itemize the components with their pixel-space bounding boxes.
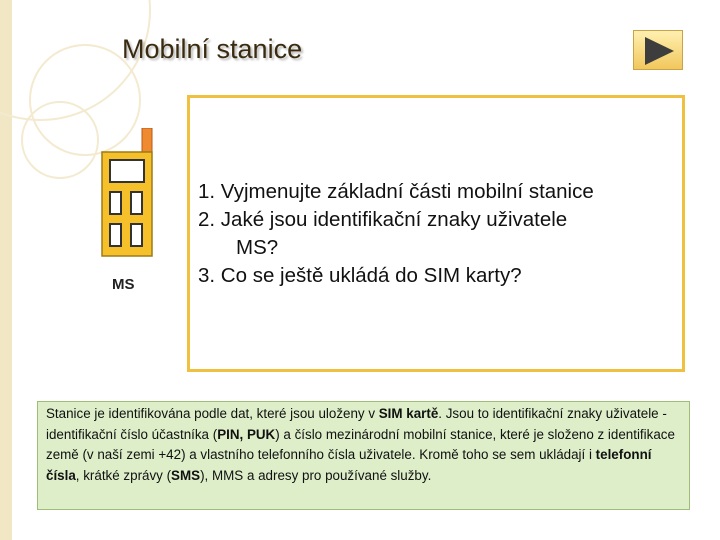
answer-bold-sms: SMS	[171, 467, 201, 483]
mobile-phone-icon	[100, 128, 156, 258]
answer-text-1: Stanice je identifikována podle dat, které jsou uloženy v	[46, 406, 379, 421]
answer-bold-sim: SIM kartě	[378, 406, 439, 421]
answer-box	[37, 401, 690, 510]
answer-text-3: ) a číslo mezinárodní mobilní stanice, které je složeno z identifikace země (v naší zemi +42) a vlastního telefonního čísla uživatele. Kromě toho se sem ukládají i	[46, 426, 675, 462]
next-slide-button[interactable]	[633, 30, 683, 70]
play-triangle-icon	[634, 31, 684, 71]
answer-bold-pin: PIN, PUK	[217, 426, 276, 442]
answer-bold-numbers: telefonní čísla	[46, 447, 652, 483]
question-3: 3. Co se ještě ukládá do SIM karty?	[198, 264, 522, 287]
question-2: 2. Jaké jsou identifikační znaky uživatele	[198, 208, 568, 231]
answer-text-5: ), MMS a adresy pro používané služby.	[200, 467, 432, 483]
decorative-side-strip	[0, 0, 12, 540]
questions-list	[198, 178, 594, 290]
slide-title: Mobilní stanice	[122, 34, 303, 64]
questions-box	[187, 95, 685, 372]
phone-label: MS	[112, 276, 135, 293]
answer-text-2: . Jsou to identifikační znaky uživatele - identifikační číslo účastníka (	[46, 406, 667, 442]
question-2-continued: MS?	[236, 236, 279, 259]
question-1: 1. Vyjmenujte základní části mobilní stanice	[198, 180, 594, 203]
answer-text-4: , krátké zprávy (	[75, 467, 172, 483]
